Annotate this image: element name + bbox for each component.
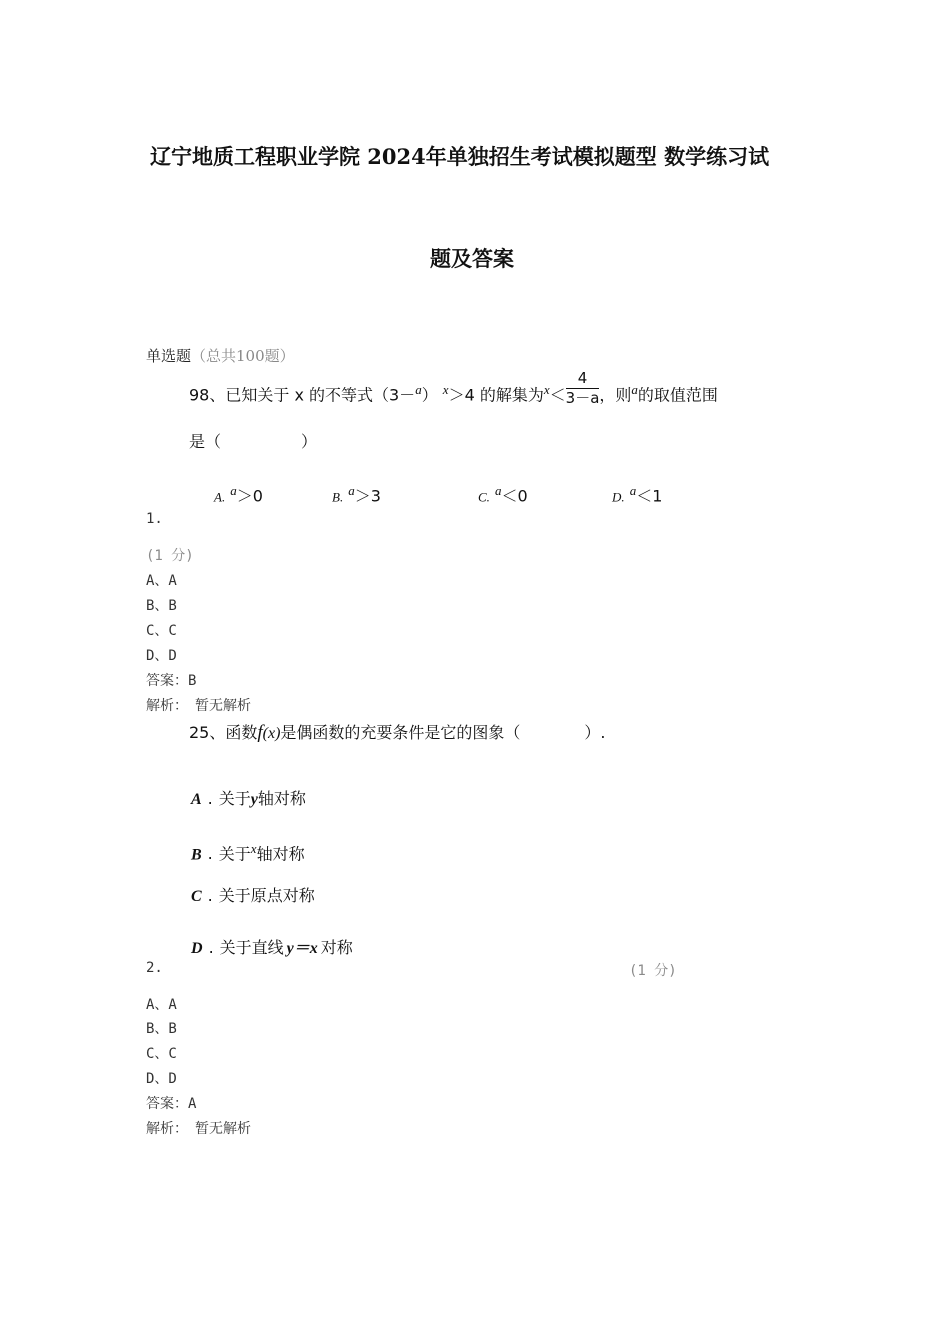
q2-choice-a-label: A xyxy=(191,791,202,808)
q2-analysis: 解析： 暂无解析 xyxy=(146,1121,251,1137)
question-1-stem xyxy=(189,365,718,415)
q2-choice-c-dot: . xyxy=(207,886,213,905)
q2-option-c[interactable]: C、C xyxy=(146,1046,177,1062)
q2-choice-d-dot: . xyxy=(208,938,214,957)
q1-ineq-lt: ＜ xyxy=(549,385,566,405)
q1-fraction xyxy=(566,371,600,406)
q2-choice-d-var: y＝x xyxy=(286,940,318,957)
q1-option-b[interactable]: B、B xyxy=(146,598,177,614)
q1-option-d[interactable]: D、D xyxy=(146,648,177,664)
q2-choice-c-pre: 关于原点对称 xyxy=(218,886,315,905)
q2-choice-a-dot: . xyxy=(207,789,213,808)
q1-option-a[interactable]: A、A xyxy=(146,573,177,589)
q1-stem-range: 的取值范围 xyxy=(637,385,718,405)
q1-number: 1. xyxy=(146,511,163,527)
q1-stem-gt4: ＞4 的解集为 xyxy=(448,385,544,405)
q2-option-a[interactable]: A、A xyxy=(146,997,177,1013)
q2-func-arg: (x) xyxy=(262,725,281,742)
q2-choice-b-post: 轴对称 xyxy=(256,844,305,864)
q1-choice-c-rel: ＜0 xyxy=(501,486,528,506)
q1-choice-a-label: A. xyxy=(214,489,226,505)
q2-choice-a-var: y xyxy=(250,791,258,808)
q2-choice-a-pre: 关于 xyxy=(218,789,251,808)
q2-choice-b-pre: 关于 xyxy=(218,844,251,864)
q2-answer: 答案：A xyxy=(146,1096,197,1112)
q2-choice-b-label: B xyxy=(191,846,202,864)
q1-stem-lead: 98、已知关于 x 的不等式（3－ xyxy=(189,385,416,405)
document-title-line2: 题及答案 xyxy=(430,246,514,271)
q1-fraction-denominator: 3－a xyxy=(565,389,600,408)
q1-choice-a-rel: ＞0 xyxy=(236,486,263,506)
q2-number: 2. xyxy=(146,960,163,976)
q1-choice-b-rel: ＞3 xyxy=(354,486,381,506)
q2-choice-c xyxy=(191,883,315,906)
q1-stem-close: ） xyxy=(421,385,438,405)
q2-score: (1 分) xyxy=(629,963,677,979)
q1-choice-d-label: D. xyxy=(612,489,625,505)
q2-choice-d xyxy=(191,935,353,958)
q1-choice-a xyxy=(214,483,263,506)
q2-stem-lead: 25、函数 xyxy=(189,723,258,742)
q1-var-a2: a xyxy=(631,382,638,397)
q1-choice-d-rel: ＜1 xyxy=(636,486,663,506)
q2-choice-b xyxy=(191,841,305,864)
document-title-line1: 辽宁地质工程职业学院 2024年单独招生考试模拟题型 数学练习试 xyxy=(150,144,770,169)
q1-choice-c-var: a xyxy=(495,483,502,498)
q1-var-x: x xyxy=(442,382,449,397)
q1-choice-b-label: B. xyxy=(332,489,344,505)
q2-choice-c-label: C xyxy=(191,888,202,905)
q1-choice-c xyxy=(478,483,528,506)
q2-choice-d-post: 对称 xyxy=(320,938,353,957)
q1-choice-a-var: a xyxy=(230,483,237,498)
q1-stem-then: ，则 xyxy=(599,385,632,405)
q2-choice-d-label: D xyxy=(191,940,203,957)
q1-var-a: a xyxy=(415,382,422,397)
q1-choice-b xyxy=(332,483,381,506)
q1-option-c[interactable]: C、C xyxy=(146,623,177,639)
q2-choice-b-dot: . xyxy=(207,844,213,864)
section-label: 单选题 xyxy=(146,347,192,365)
q2-option-b[interactable]: B、B xyxy=(146,1021,177,1037)
q1-choice-d xyxy=(612,483,662,506)
section-header xyxy=(146,345,295,366)
q1-choice-b-var: a xyxy=(348,483,355,498)
q2-choice-a xyxy=(191,786,306,809)
q2-choice-b-var: x xyxy=(250,841,257,856)
q2-choice-d-pre: 关于直线 xyxy=(219,938,284,957)
q1-ineq-x: x xyxy=(543,382,550,397)
question-2-stem xyxy=(189,720,606,744)
q1-fraction-numerator: 4 xyxy=(566,371,600,389)
q1-answer: 答案：B xyxy=(146,673,197,689)
section-count: （总共100题） xyxy=(191,347,295,365)
q2-choice-a-post: 轴对称 xyxy=(257,789,306,808)
q2-func-f: f xyxy=(257,722,263,743)
q1-choice-d-var: a xyxy=(629,483,637,498)
q2-stem-rest: 是偶函数的充要条件是它的图象（ ）. xyxy=(280,723,606,742)
q1-analysis: 解析： 暂无解析 xyxy=(146,698,251,714)
q1-choice-c-label: C. xyxy=(478,489,490,505)
q1-score: (1 分) xyxy=(146,548,194,564)
question-1-stem-line2: 是（ ） xyxy=(189,432,318,451)
q2-option-d[interactable]: D、D xyxy=(146,1071,177,1087)
